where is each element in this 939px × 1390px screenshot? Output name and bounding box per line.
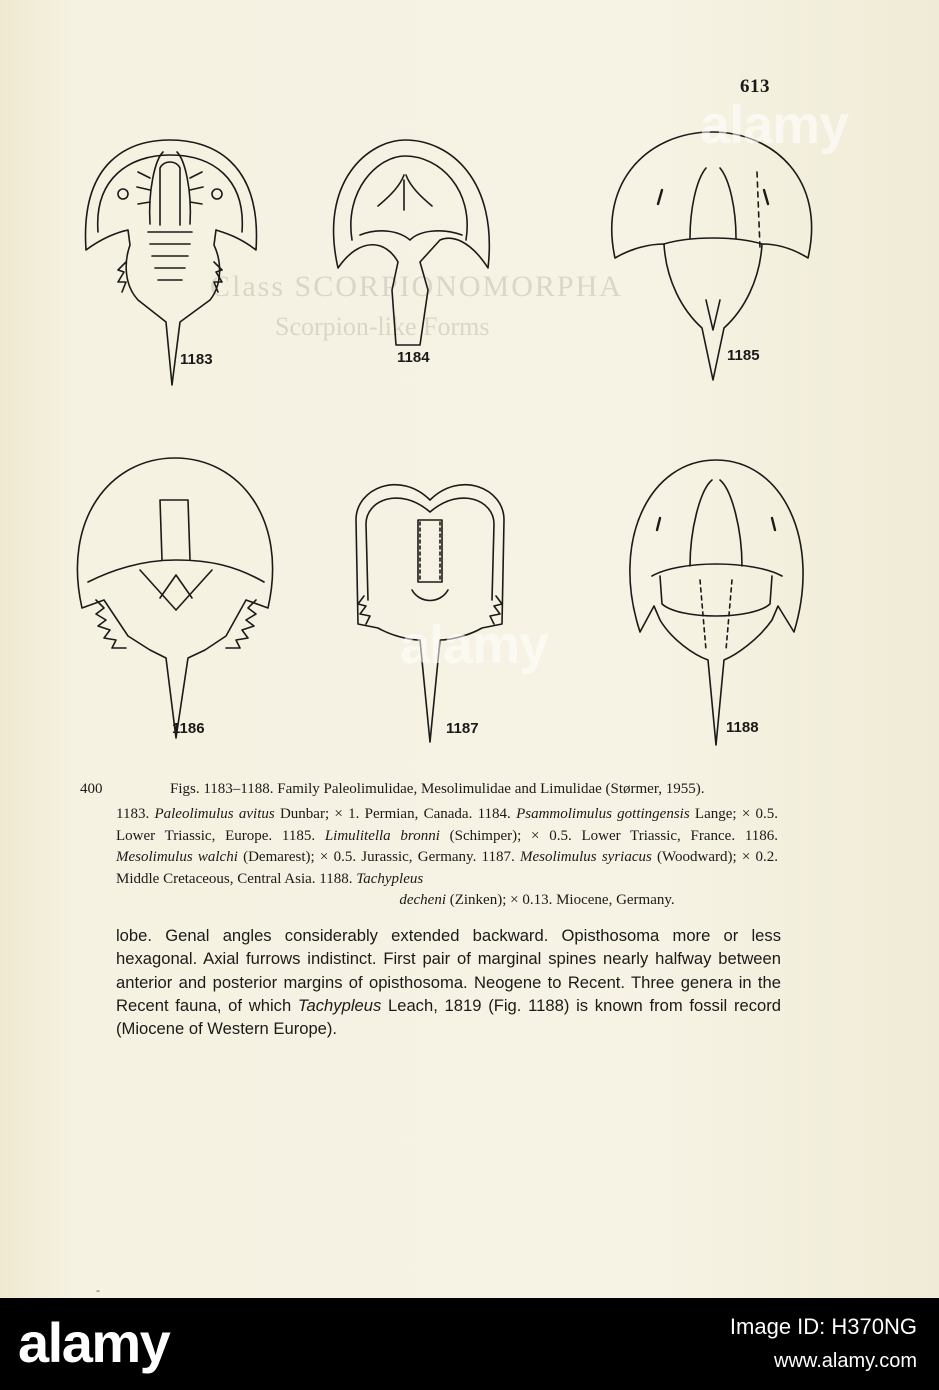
caption-detail: (Zinken); × 0.13. Miocene, Germany.: [445, 892, 675, 908]
caption-detail: (Woodward); × 0.2. Middle Cretaceous, Central Asia.: [116, 849, 779, 887]
figure-1188-drawing: [630, 460, 803, 745]
figure-1184-drawing: [334, 140, 490, 345]
caption-species: Mesolimulus walchi: [116, 849, 238, 865]
watermark: alamy: [400, 615, 549, 675]
caption-species: Tachypleus: [356, 870, 424, 887]
body-text-part1: lobe. Genal angles considerably extended backward. Opisthosoma more or less hexagonal. Axial furrows indistinct. First pair of marginal spines nearly halfway between anterior and posterior margins of opisthosoma. Neogene to Recent. Three genera in the Recent fauna, of which: [116, 926, 781, 1015]
caption-species: decheni: [399, 892, 446, 908]
figure-label-1188: 1188: [726, 719, 759, 736]
caption-num: 1188.: [319, 870, 353, 887]
body-text-genus: Tachypleus: [297, 995, 382, 1015]
image-id: Image ID: H370NG: [729, 1314, 917, 1339]
figure-label-1185: 1185: [727, 347, 760, 364]
bleed-through-subheading: Scorpion-like Forms: [275, 312, 490, 341]
caption-num: 1185.: [281, 827, 316, 844]
watermark: alamy: [700, 95, 849, 155]
caption-num: 1186.: [744, 827, 779, 844]
caption-title: Figs. 1183–1188. Family Paleolimulidae, Mesolimulidae and Limulidae (Størmer, 1955).: [170, 781, 705, 797]
figure-1186-drawing: [77, 458, 272, 738]
page-number: 613: [740, 76, 770, 97]
figure-label-1184: 1184: [397, 349, 430, 366]
caption-num: 1184.: [477, 806, 511, 822]
caption-num: 1183.: [116, 806, 150, 822]
brand-logo: alamy: [18, 1311, 170, 1374]
figure-label-1183: 1183: [180, 351, 213, 368]
footer-bar: [0, 1298, 939, 1390]
figure-label-1187: 1187: [446, 720, 479, 737]
body-text: [116, 924, 781, 1040]
caption-detail: Dunbar; × 1. Permian, Canada.: [274, 806, 473, 822]
caption-detail: Lange; × 0.5. Lower Triassic, Europe.: [116, 806, 779, 844]
scan-mark: -: [96, 1283, 100, 1297]
body-text-part2: Leach, 1819 (Fig. 1188) is known from fossil record (Miocene of Western Europe).: [116, 995, 781, 1039]
caption-species: Mesolimulus syriacus: [519, 849, 652, 865]
figure-1183-drawing: [86, 140, 257, 385]
figure-label-1186: 1186: [172, 720, 205, 737]
caption-body: [116, 804, 778, 912]
caption-num: 1187.: [481, 849, 515, 865]
caption-species: Limulitella bronni: [324, 827, 440, 844]
caption-species: Psammolimulus gottingensis: [516, 806, 690, 822]
caption-species: Paleolimulus avitus: [154, 806, 275, 822]
bleed-through-heading: Class SCORPIONOMORPHA: [210, 270, 623, 303]
caption-detail: (Schimper); × 0.5. Lower Triassic, France.: [439, 827, 736, 844]
site-url: www.alamy.com: [774, 1350, 917, 1372]
plate-number: 400: [80, 781, 103, 797]
figure-1185-drawing: [612, 132, 812, 380]
caption-detail: (Demarest); × 0.5. Jurassic, Germany.: [237, 849, 477, 865]
